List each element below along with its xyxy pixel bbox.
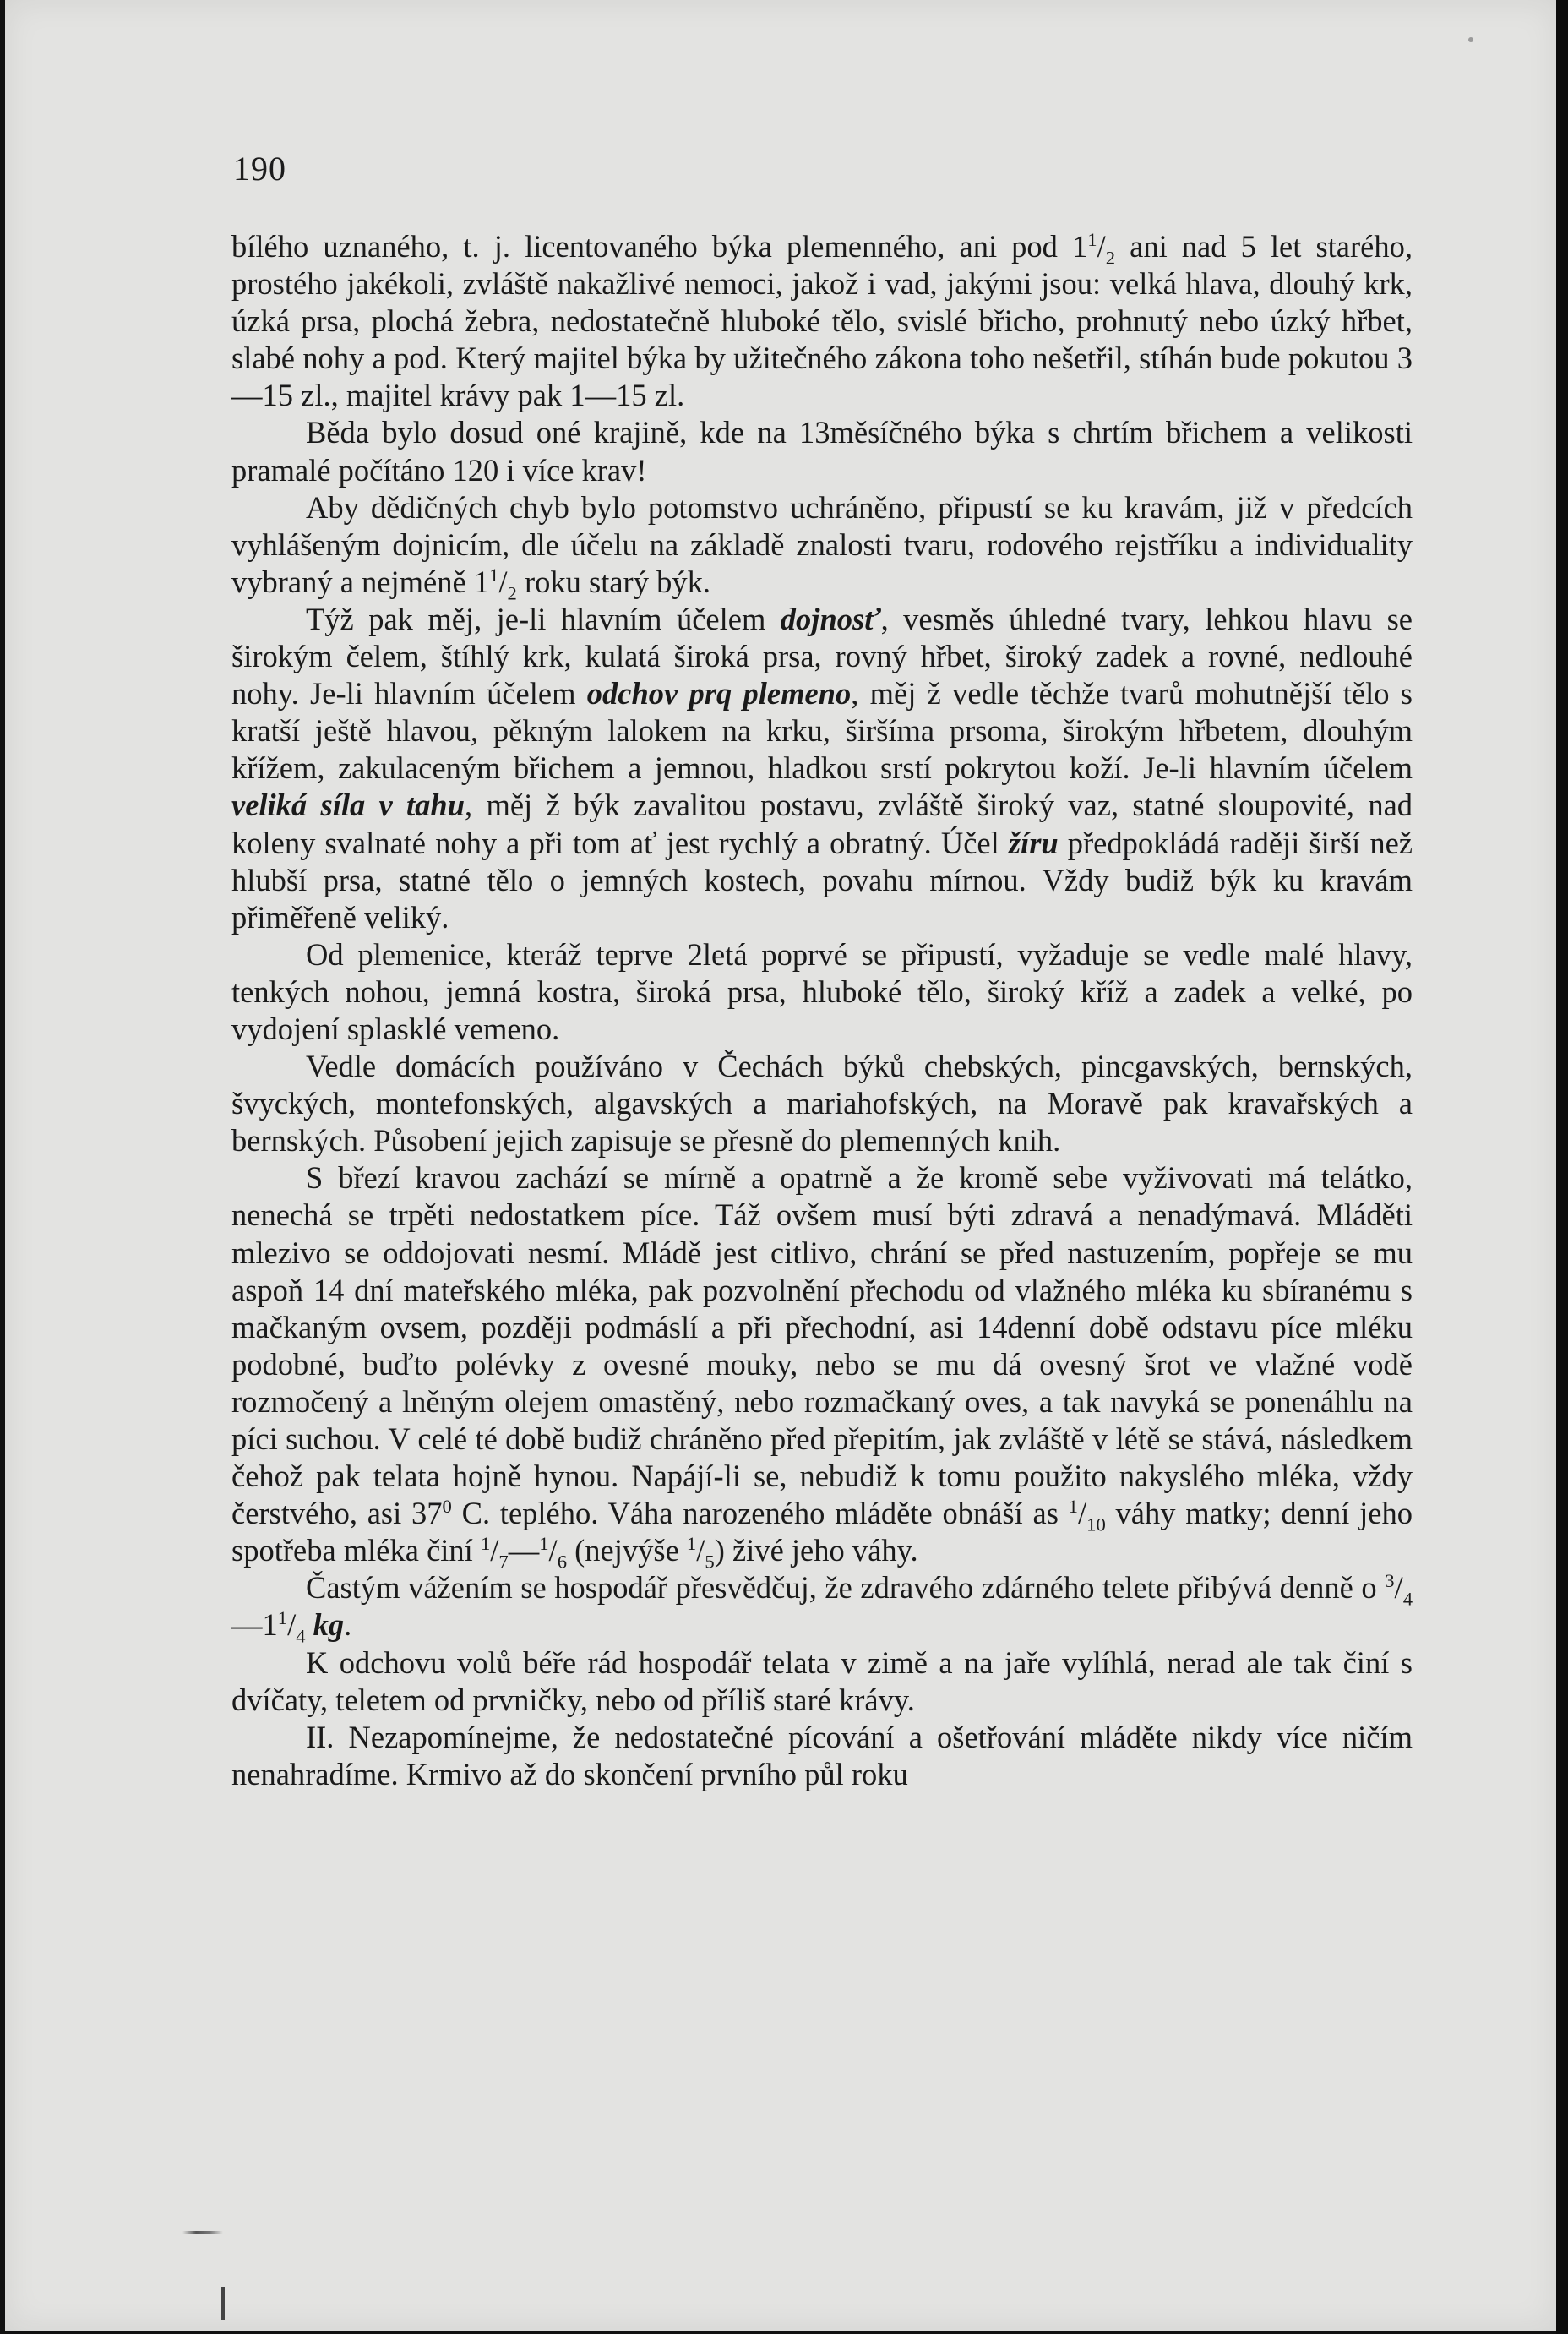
paragraph [231,1569,1413,1647]
scan-mark [182,2231,223,2234]
fraction [277,1607,306,1647]
text-run: roku starý býk. [516,564,710,599]
paragraph [231,228,1413,414]
fraction-slash: / [1097,229,1106,264]
fraction-slash: / [696,1533,705,1568]
text-run [306,1607,313,1642]
text-run: Běda bylo dosud oné krajině, kde na 13měsíčného býka s chrtím břichem a velikosti pramalé počítáno 120 i více krav! [231,415,1413,488]
text-run: II. Nezapomínejme, že nedostatečné pícování a ošetřování mláděte nikdy více ničím nenahradíme. Krmivo až do skončení prvního půl roku [231,1719,1413,1791]
fraction-denominator: 4 [296,1625,306,1647]
fraction [489,564,517,604]
fraction-denominator: 6 [557,1551,568,1573]
text-run: , měj ž vedle těchže tvarů mohutnější tělo s kratší ještě hlavou, pěkným lalokem na krku, širšíma prsoma, širokým hřbetem, dlouhým křížem, zakulaceným břichem a jemnou, hladkou srstí pokrytou koží. Je-li hlavním účelem [231,676,1413,786]
fraction [1385,1570,1413,1610]
text-run: ani nad 5 let starého, prostého jakékoli, zvláště nakažlivé nemoci, jakož i vad, jakými jsou: velká hlava, dlouhý krk, úzká prsa, plochá žebra, nedostatečně hluboké tělo, svislé břicho, prohnutý nebo úzký hřbet, slabé nohy a pod. Který majitel býka by užitečného zákona toho nešetřil, stíhán bude pokutou 3—15 zl., majitel krávy pak 1—15 zl. [231,229,1413,413]
fraction-numerator: 3 [1385,1570,1395,1592]
scan-edge [1556,0,1568,2334]
text-run: bílého uznaného, t. j. licentovaného býka plemenného, ani pod 1 [231,229,1088,264]
page-number: 190 [233,150,286,188]
emphasis-text: veliká síla v tahu [231,788,466,823]
text-run: Vedle domácích používáno v Čechách býků chebských, pincgavských, bernských, švyckých, montefonských, algavských a mariahofských, na Moravě pak kravařských a bernských. Působení jejich zapisuje se přesně do plemenných knih. [231,1049,1413,1159]
fraction-slash: / [1394,1570,1403,1606]
paragraph [231,936,1413,1048]
fraction-slash: / [490,1533,499,1568]
fraction-slash: / [287,1607,297,1643]
paragraph [231,601,1413,936]
text-run: , měj ž býk zavalitou postavu, zvláště široký vaz, statné sloupovité, nad koleny svalnaté nohy a při tom ať jest rychlý a obratný. Účel [231,788,1413,860]
emphasis-text: žíru [1008,825,1059,860]
fraction-denominator: 2 [507,582,517,604]
paragraph [231,414,1413,488]
paragraph [231,1719,1413,1793]
fraction [539,1533,568,1573]
fraction-denominator: 4 [1402,1588,1413,1610]
text-run: předpokládá raději širší než hlubší prsa, statné tělo o jemných kostech, povahu mírnou. Vždy budiž býk ku kravám přiměřeně veliký. [231,825,1413,935]
fraction-slash: / [498,564,508,599]
fraction [480,1533,509,1573]
emphasis-text: odchov prq plemeno [586,676,852,712]
scan-speck [1468,37,1473,42]
text-run: — [508,1533,540,1568]
page-sheet [5,0,1558,2331]
fraction-slash: / [548,1533,558,1568]
fraction [1087,228,1116,269]
paragraph [231,1048,1413,1159]
fraction-numerator: 1 [277,1607,288,1629]
fraction [1068,1496,1106,1535]
paragraph [231,1644,1413,1719]
fraction-denominator: 5 [705,1551,715,1573]
emphasis-text: kg [313,1607,345,1643]
text-run: Aby dědičných chyb bylo potomstvo uchráněno, připustí se ku kravám, již v předcích vyhlášeným dojnicím, dle účelu na základě znalosti tvaru, rodového rejstříku a individuality vybraný a nejméně 1 [231,489,1413,599]
fraction-numerator: 1 [686,1533,697,1555]
fraction-numerator: 1 [1068,1496,1078,1518]
fraction-denominator: 7 [498,1551,509,1573]
emphasis-text: dojnosť [780,601,881,636]
text-run: . [344,1607,352,1643]
text-run: , vesměs úhledné tvary, lehkou hlavu se širokým čelem, štíhlý krk, kulatá široká prsa, rovný hřbet, široký zadek a rovné, nedlouhé nohy. Je-li hlavním účelem [231,601,1413,712]
text-run: Častým vážením se hospodář přesvědčuj, že zdravého zdárného telete přibývá denně o [306,1570,1386,1606]
text-run: Od plemenice, kteráž teprve 2letá poprvé se připustí, vyžaduje se vedle malé hlavy, tenkých nohou, jemná kostra, široká prsa, hluboké tělo, široký kříž a zadek a velké, po vydojení splasklé vemeno. [231,936,1413,1046]
fraction [686,1533,715,1573]
text-run: K odchovu volů béře rád hospodář telata v zimě a na jaře vylíhlá, nerad ale tak činí s dvíčaty, teletem od prvničky, nebo od příliš staré krávy. [231,1644,1413,1717]
text-run: Týž pak měj, je-li hlavním účelem [306,601,781,636]
fraction-numerator: 1 [539,1533,549,1555]
fraction-numerator: 1 [480,1533,491,1555]
fraction-numerator: 1 [489,564,499,586]
text-run: —1 [231,1607,278,1643]
text-run: C. teplého. Váha narozeného mláděte obnáší as [451,1496,1069,1531]
text-run: ) živé jeho váhy. [714,1533,918,1568]
superscript: 0 [442,1496,452,1518]
fraction-numerator: 1 [1087,228,1097,250]
fraction-slash: / [1077,1496,1087,1531]
fraction-denominator: 2 [1105,247,1116,269]
fraction-denominator: 10 [1086,1513,1106,1535]
body-text [231,228,1413,1793]
paragraph [231,1159,1413,1573]
text-run: váhy matky; denní jeho spotřeba mléka činí [231,1496,1413,1568]
text-run: (nejvýše [567,1533,687,1568]
scan-mark-vertical [221,2287,225,2320]
text-run: S březí kravou zachází se mírně a opatrně a že kromě sebe vyživovati má telátko, nenechá se trpěti nedostatkem píce. Táž ovšem musí býti zdravá a nenadýmavá. Mláděti mlezivo se oddojovati nesmí. Mládě jest citlivo, chrání se před nastuzením, popřeje se mu aspoň 14 dní mateřského mléka, pak pozvolnění přechodu od vlažného mléka ku sbíranému s mačkaným ovsem, později podmáslí a při přechodní, asi 14denní době odstavu píce mléku podobné, buďto polévky z ovesné mouky, nebo se mu dá ovesný šrot ve vlažné vodě rozmočený a lněným olejem omastěný, nebo rozmačkaný oves, a tak navyká se ponenáhlu na píci suchou. V celé té době budiž chráněno před přepitím, jak zvláště v létě se stává, následkem čehož pak telata hojně hynou. Napájí-li se, nebudiž k tomu použito nakyslého mléka, vždy čerstvého, asi 37 [231,1160,1413,1531]
paragraph [231,489,1413,604]
